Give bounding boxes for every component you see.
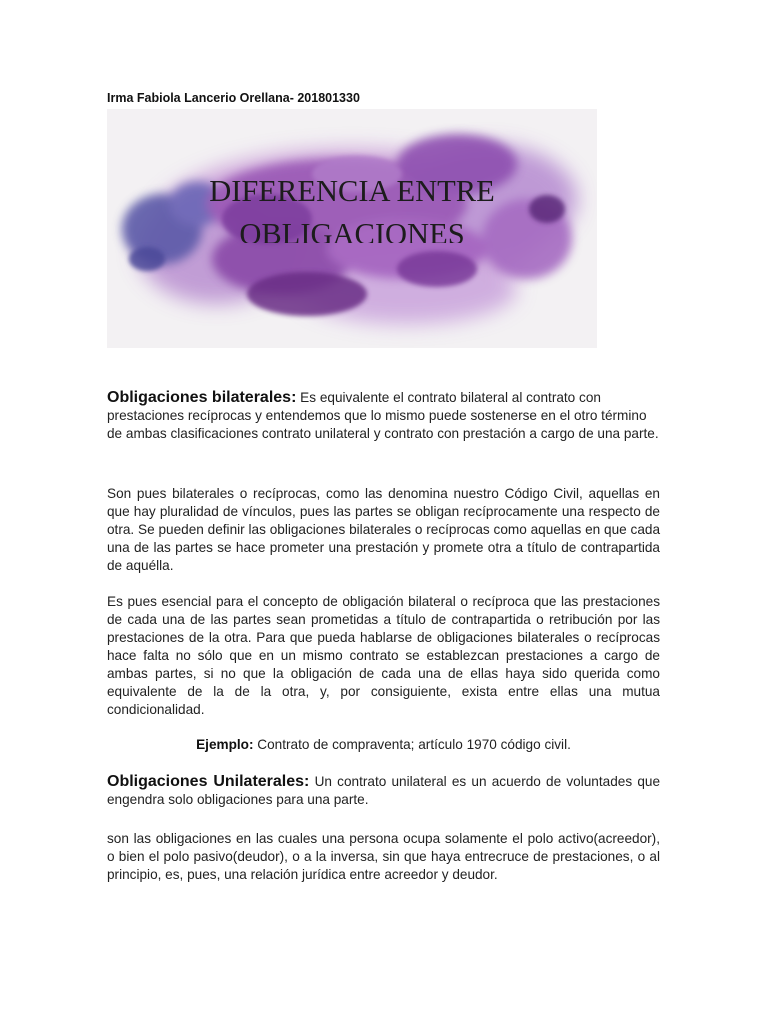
unilaterales-heading: Obligaciones Unilaterales: <box>107 773 310 790</box>
bilaterales-paragraph-2: Son pues bilaterales o recíprocas, como las denomina nuestro Código Civil, aquellas en que hay pluralidad de vínculos, pues las partes se obligan recíprocamente una respecto de otra. Se pueden definir las obligaciones bilaterales o recíprocas como aquellas en que cada una de las partes se hace prometer una prestación y promete otra a título de contrapartida de aquélla. <box>107 486 660 573</box>
example-text: Contrato de compraventa; artículo 1970 código civil. <box>253 737 571 752</box>
unilaterales-intro-text: Un contrato unilateral es un acuerdo de voluntades que engendra solo obligaciones para una parte. <box>107 774 661 807</box>
banner-title-line-2: OBLIGACIONES <box>239 219 465 243</box>
unilaterales-paragraph-2: son las obligaciones en las cuales una persona ocupa solamente el polo activo(acreedor), o bien el polo pasivo(deudor), o a la inversa, sin que haya entrecruce de prestaciones, o al principio, es, pues, una relación jurídica entre acreedor y deudor. <box>107 831 660 882</box>
banner-title-line-1: DIFERENCIA ENTRE <box>209 174 495 208</box>
bilaterales-intro-text: Es equivalente el contrato bilateral al contrato con prestaciones recíprocas y entendemos que lo mismo puede sostenerse en el otro término de ambas clasificaciones contrato unilateral y contrato con prestación a cargo de una parte. <box>107 390 659 441</box>
author-line: Irma Fabiola Lancerio Orellana- 201801330 <box>107 91 360 105</box>
bilaterales-intro-paragraph <box>107 389 660 443</box>
bilaterales-heading: Obligaciones bilaterales: <box>107 389 297 406</box>
example-label: Ejemplo: <box>196 737 254 752</box>
bilaterales-paragraph-3: Es pues esencial para el concepto de obligación bilateral o recíproca que las prestaciones de cada una de las partes sean prometidas a título de contrapartida o retribución por las prestaciones de la otra. Para que pueda hablarse de obligaciones bilaterales o recíprocas hace falta no sólo que en un mismo contrato se establezcan prestaciones a cargo de ambas partes, si no que la obligación de cada una de ellas haya sido querida como equivalente de la de la otra, y, por consiguiente, exista entre ellas una mutua condicionalidad. <box>107 594 660 717</box>
example-line <box>107 736 660 754</box>
unilaterales-intro-paragraph <box>107 773 660 809</box>
